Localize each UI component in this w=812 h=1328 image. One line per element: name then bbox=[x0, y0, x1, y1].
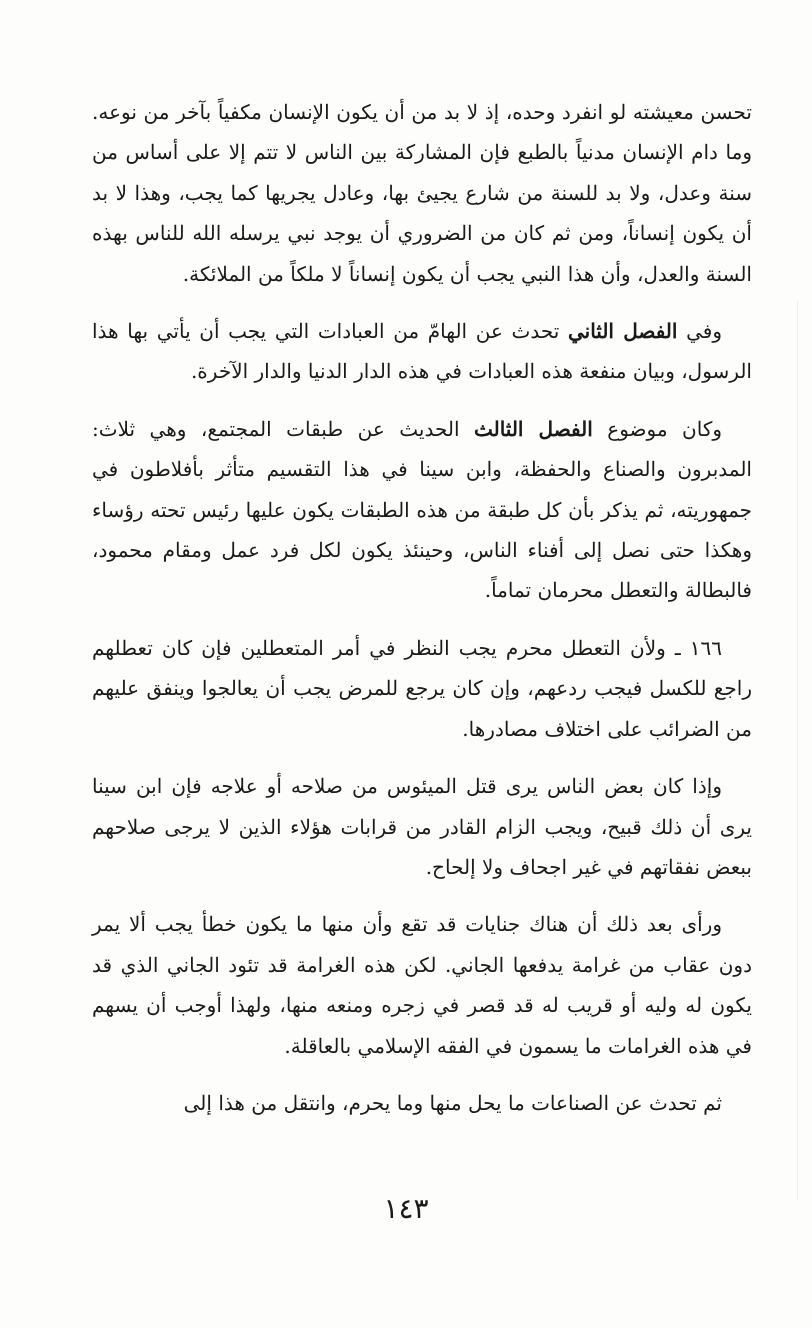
paragraph-6 bbox=[92, 904, 752, 1066]
paragraph-6-text: ورأى بعد ذلك أن هناك جنايات قد تقع وأن منها ما يكون خطأ يجب ألا يمر دون عقاب من غرامة يدفعها الجاني. لكن هذه الغرامة قد تئود الجاني الذي قد يكون له وليه أو قريب له قد قصر في زجره ومنعه منها، ولهذا أوجب أن يسهم في هذه الغرامات ما يسمون في الفقه الإسلامي بالعاقلة. bbox=[92, 912, 752, 1058]
chapter-heading-third: الفصل الثالث bbox=[473, 416, 593, 441]
paragraph-4 bbox=[92, 628, 752, 749]
paragraph-1 bbox=[92, 92, 752, 294]
page-edge-line bbox=[797, 300, 798, 1200]
paragraph-5 bbox=[92, 766, 752, 887]
body-text bbox=[92, 92, 752, 1140]
paragraph-3 bbox=[92, 409, 752, 611]
paragraph-2 bbox=[92, 311, 752, 392]
paragraph-3-text-b: الحديث عن طبقات المجتمع، وهي ثلاث: المدبرون والصناع والحفظة، وابن سينا في هذا التقسيم متأثر بأفلاطون في جمهوريته، ثم يذكر بأن كل طبقة من هذه الطبقات يكون عليها رئيس تحته رؤساء وهكذا حتى نصل إلى أفناء الناس، وحينئذ يكون لكل فرد عمل ومقام محمود، فالبطالة والتعطل محرمان تماماً. bbox=[92, 416, 752, 603]
paragraph-1-text: تحسن معيشته لو انفرد وحده، إذ لا بد من أن يكون الإنسان مكفياً بآخر من نوعه. وما دام الإنسان مدنياً بالطبع فإن المشاركة بين الناس لا تتم إلا على أساس من سنة وعدل، ولا بد للسنة من شارع يجيئ بها، وعادل يجريها كما يجب، وهذا لا بد أن يكون إنساناً، ومن ثم كان من الضروري أن يوجد نبي يرسله الله للناس بهذه السنة والعدل، وأن هذا النبي يجب أن يكون إنساناً لا ملكاً من الملائكة. bbox=[92, 100, 753, 286]
paragraph-3-text-a: وكان موضوع bbox=[592, 416, 722, 441]
paragraph-4-text: ١٦٦ ـ ولأن التعطل محرم يجب النظر في أمر المتعطلين فإن كان تعطلهم راجع للكسل فيجب ردعهم، وإن كان يرجع للمرض يجب أن يعالجوا وينفق عليهم من الضرائب على اختلاف مصادرها. bbox=[92, 635, 752, 741]
paragraph-2-text-a: وفي bbox=[677, 319, 722, 344]
chapter-heading-second: الفصل الثاني bbox=[567, 319, 678, 344]
paragraph-5-text: وإذا كان بعض الناس يرى قتل الميئوس من صلاحه أو علاجه فإن ابن سينا يرى أن ذلك قبيح، ويجب الزام القادر من قرابات هؤلاء الذين لا يرجى صلاحهم ببعض نفقاتهم في غير اجحاف ولا إلحاح. bbox=[92, 774, 752, 879]
page-number: ١٤٣ bbox=[383, 1192, 429, 1225]
paragraph-7-text: ثم تحدث عن الصناعات ما يحل منها وما يحرم، وانتقل من هذا إلى bbox=[183, 1090, 722, 1115]
paragraph-7 bbox=[92, 1083, 752, 1123]
paragraph-2-text-b: تحدث عن الهامّ من العبادات التي يجب أن يأتي بها هذا الرسول، وبيان منفعة هذه العبادات في هذه الدار الدنيا والدار الآخرة. bbox=[92, 319, 752, 384]
